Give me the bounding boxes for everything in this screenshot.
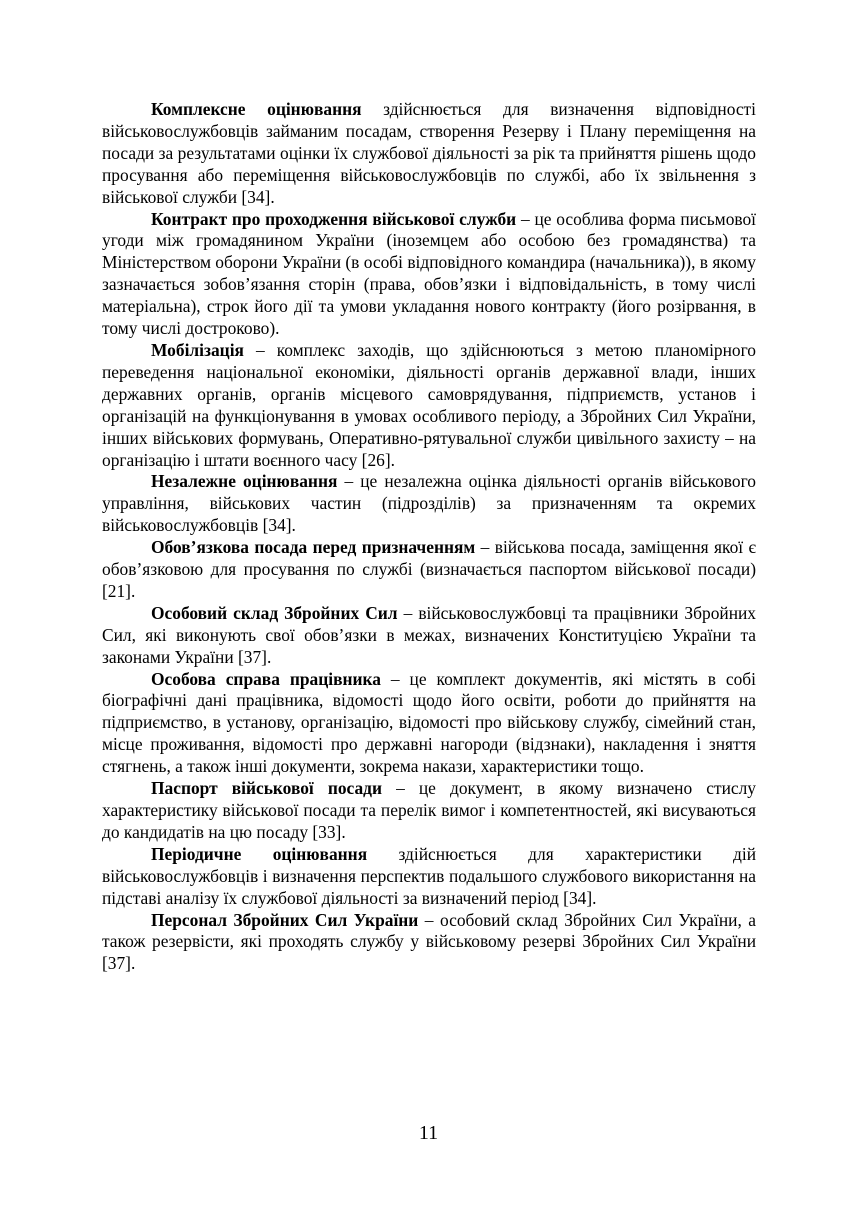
entry-term: Контракт про проходження військової служби: [151, 208, 517, 229]
glossary-entry: [102, 669, 756, 779]
entry-definition: – це документ, в якому визначено стислу характеристику військової посади та перелік вимог і компетентностей, які висуваються до кандидатів на цю посаду [33].: [102, 778, 756, 842]
glossary-entry: [102, 778, 756, 844]
glossary-entry: [102, 603, 756, 669]
glossary-entry: [102, 537, 756, 603]
glossary-entry: [102, 340, 756, 471]
entry-term: Обов’язкова посада перед призначенням: [151, 537, 476, 558]
page-number: 11: [418, 1122, 439, 1144]
entry-term: Мобілізація: [151, 339, 244, 360]
entry-term: Особова справа працівника: [151, 668, 381, 689]
entry-term: Періодичне оцінювання: [151, 843, 368, 864]
entry-definition: здійснюється для визначення відповідності військовослужбовців займаним посадам, створення Резерву і Плану переміщення на посади за результатами оцінки їх службової діяльності за рік та прийняття рішень щодо просування або переміщення військовослужбовців по службі, або їх звільнення з військової служби [34].: [102, 99, 756, 207]
entry-term: Персонал Збройних Сил України: [151, 909, 419, 930]
entry-term: Комплексне оцінювання: [151, 99, 362, 119]
entry-definition: – військова посада, заміщення якої є обов’язковою для просування по службі (визначається паспортом військової посади) [21].: [102, 537, 756, 601]
entry-term: Незалежне оцінювання: [151, 471, 338, 492]
entry-definition: – це особлива форма письмової угоди між громадянином України (іноземцем або особою без громадянства) та Міністерством оборони України (в особі відповідного командира (начальника)), в якому зазначається зобов’язання сторін (права, обов’язки і відповідальність, в тому числі матеріальна), строк його дії та умови укладання нового контракту (його розірвання, в тому числі достроково).: [102, 208, 757, 339]
entry-term: Паспорт військової посади: [151, 778, 382, 799]
document-body: [102, 99, 756, 975]
entry-definition: здійснюється для характеристики дій військовослужбовців і визначення перспектив подальшого службового використання на підставі аналізу їх службової діяльності за визначений період [34].: [102, 843, 757, 908]
glossary-entry: [102, 99, 756, 209]
entry-term: Особовий склад Збройних Сил: [151, 602, 398, 623]
glossary-entry: [102, 910, 756, 976]
glossary-entry: [102, 209, 756, 340]
glossary-entry: [102, 471, 756, 537]
entry-definition: – військовослужбовці та працівники Збройних Сил, які виконують свої обов’язки в межах, визначених Конституцією України та законами України [37].: [102, 602, 756, 667]
entry-definition: – це комплект документів, які містять в собі біографічні дані працівника, відомості щодо його освіти, роботи до прийняття на підприємство, в установу, організацію, відомості про військову службу, сімейний стан, місце проживання, відомості про державні нагороди (відзнаки), накладення і зняття стягнень, а також інші документи, зокрема накази, характеристики тощо.: [102, 668, 756, 777]
entry-definition: – комплекс заходів, що здійснюються з метою планомірного переведення національної економіки, діяльності органів державної влади, інших державних органів, органів місцевого самоврядування, підприємств, установ і організацій на функціонування в умовах особливого періоду, а Збройних Сил України, інших військових формувань, Оперативно-рятувальної служби цивільного захисту – на організацію і штати воєнного часу [26].: [102, 339, 756, 470]
entry-definition: – це незалежна оцінка діяльності органів військового управління, військових частин (підрозділів) за призначенням та окремих військовослужбовців [34].: [102, 471, 756, 536]
glossary-entry: [102, 844, 756, 910]
entry-definition: – особовий склад Збройних Сил України, а також резервісти, які проходять службу у військовому резерві Збройних Сил України [37].: [102, 909, 756, 974]
